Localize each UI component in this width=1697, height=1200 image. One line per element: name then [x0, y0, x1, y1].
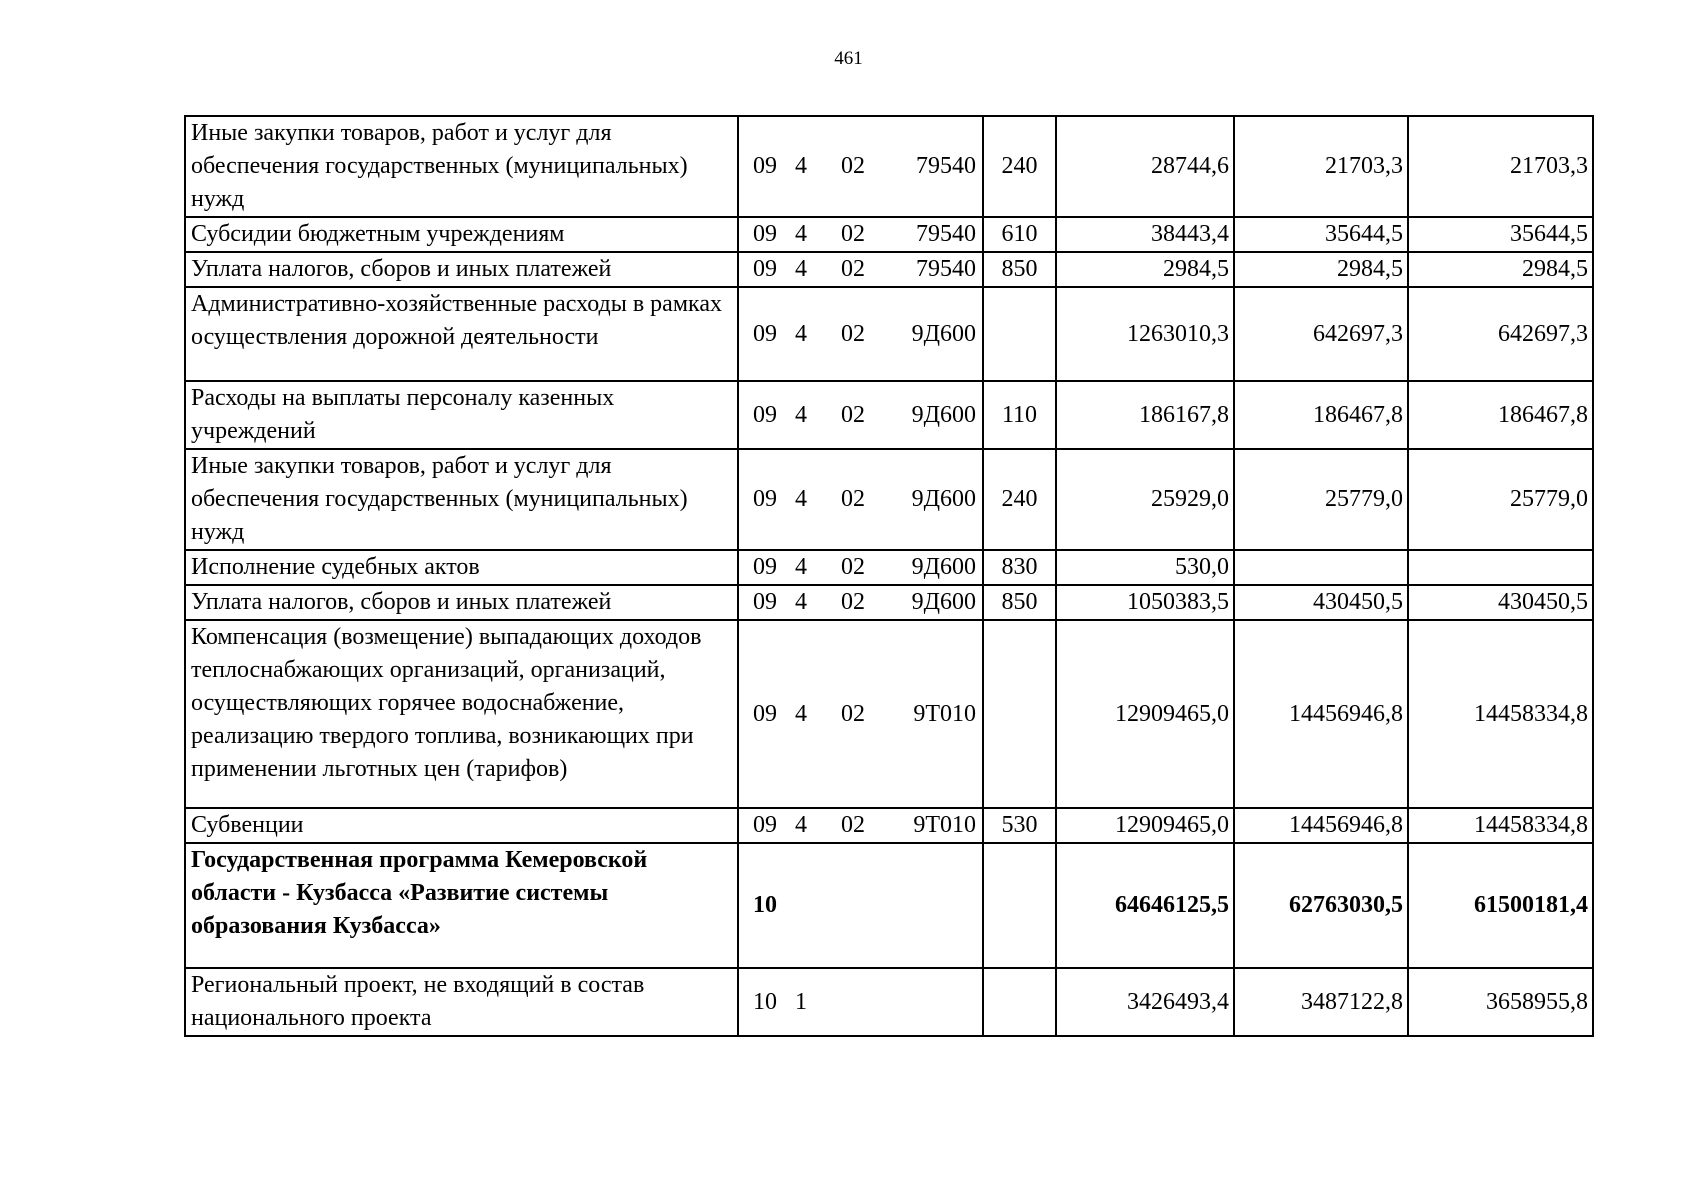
year2-amount-cell: [1234, 381, 1408, 449]
subprogram-code: 4: [795, 554, 807, 580]
year3-amount: 61500181,4: [1474, 892, 1588, 918]
year1-amount-cell: [1056, 620, 1234, 808]
row-name-cell: [185, 381, 738, 449]
year3-amount: 2984,5: [1522, 256, 1588, 282]
year2-amount-cell: [1234, 116, 1408, 217]
direction-code: 9Д600: [911, 554, 976, 580]
year1-amount: 530,0: [1175, 554, 1229, 580]
table-row: [185, 585, 1593, 620]
year1-amount: 186167,8: [1139, 401, 1229, 428]
expense-type-cell: [983, 585, 1056, 620]
year3-amount-cell: [1408, 217, 1593, 252]
expense-type-code: 610: [1001, 221, 1038, 247]
year3-amount-cell: [1408, 585, 1593, 620]
subprogram-code: 4: [795, 221, 807, 247]
program-code: 10: [753, 988, 777, 1015]
program-code: 09: [753, 589, 777, 615]
row-name: Уплата налогов, сборов и иных платежей: [191, 256, 612, 282]
row-name: Субсидии бюджетным учреждениям: [191, 221, 565, 247]
year2-amount: 3487122,8: [1301, 988, 1403, 1015]
codes-cell: [738, 808, 983, 843]
subprogram-code: 4: [795, 320, 807, 347]
expense-type-cell: [983, 808, 1056, 843]
subprogram-code: 4: [795, 401, 807, 428]
year3-amount: 14458334,8: [1474, 700, 1588, 727]
main-event-code: 02: [841, 700, 865, 727]
codes-cell: [738, 116, 983, 217]
subprogram-code: 1: [795, 988, 807, 1015]
row-name-cell: [185, 968, 738, 1036]
main-event-code: 02: [841, 153, 865, 179]
year3-amount: 35644,5: [1510, 221, 1588, 247]
row-name-cell: [185, 843, 738, 968]
table-row: [185, 620, 1593, 808]
program-code: 09: [753, 554, 777, 580]
codes-cell: [738, 968, 983, 1036]
year3-amount: 25779,0: [1510, 486, 1588, 512]
row-name: Субвенции: [191, 812, 304, 838]
year2-amount: 25779,0: [1325, 486, 1403, 512]
year2-amount-cell: [1234, 620, 1408, 808]
row-name: Административно-хозяйственные расходы в рамках осуществления дорожной деятельности: [191, 291, 722, 350]
subprogram-code: 4: [795, 589, 807, 615]
row-name-cell: [185, 585, 738, 620]
year1-amount-cell: [1056, 449, 1234, 550]
subprogram-code: 4: [795, 153, 807, 179]
row-name: Расходы на выплаты персоналу казенных учреждений: [191, 385, 615, 444]
year2-amount: 21703,3: [1325, 153, 1403, 179]
year3-amount: 14458334,8: [1474, 812, 1588, 838]
year3-amount: 430450,5: [1498, 589, 1588, 615]
table-row: [185, 808, 1593, 843]
program-code: 09: [753, 256, 777, 282]
year1-amount: 64646125,5: [1115, 892, 1229, 918]
year3-amount-cell: [1408, 968, 1593, 1036]
year1-amount: 25929,0: [1151, 486, 1229, 512]
year1-amount-cell: [1056, 116, 1234, 217]
year2-amount-cell: [1234, 252, 1408, 287]
year2-amount-cell: [1234, 217, 1408, 252]
main-event-code: 02: [841, 401, 865, 428]
year2-amount-cell: [1234, 287, 1408, 381]
table-row: [185, 843, 1593, 968]
codes-cell: [738, 217, 983, 252]
table-row: [185, 116, 1593, 217]
year3-amount-cell: [1408, 550, 1593, 585]
program-code: 10: [753, 892, 777, 918]
year2-amount-cell: [1234, 843, 1408, 968]
expense-type-cell: [983, 116, 1056, 217]
expense-type-cell: [983, 381, 1056, 449]
expense-type-cell: [983, 252, 1056, 287]
table-row: [185, 968, 1593, 1036]
year1-amount-cell: [1056, 217, 1234, 252]
expense-type-code: 240: [1001, 486, 1038, 512]
year2-amount: 2984,5: [1337, 256, 1403, 282]
year2-amount: 430450,5: [1313, 589, 1403, 615]
year1-amount-cell: [1056, 252, 1234, 287]
row-name: Компенсация (возмещение) выпадающих доходов теплоснабжающих организаций, организаций, осуществляющих горячее водоснабжение, реализацию твердого топлива, возникающих при применении льготных цен (тарифов): [191, 624, 702, 782]
year1-amount: 12909465,0: [1115, 700, 1229, 727]
subprogram-code: 4: [795, 700, 807, 727]
row-name: Исполнение судебных актов: [191, 554, 480, 580]
year3-amount-cell: [1408, 287, 1593, 381]
year3-amount: 3658955,8: [1486, 988, 1588, 1015]
year2-amount-cell: [1234, 550, 1408, 585]
row-name-cell: [185, 217, 738, 252]
year2-amount-cell: [1234, 808, 1408, 843]
program-code: 09: [753, 401, 777, 428]
program-code: 09: [753, 221, 777, 247]
codes-cell: [738, 252, 983, 287]
year2-amount-cell: [1234, 585, 1408, 620]
row-name-cell: [185, 287, 738, 381]
main-event-code: 02: [841, 256, 865, 282]
table-row: [185, 550, 1593, 585]
year2-amount: 62763030,5: [1289, 892, 1403, 918]
codes-cell: [738, 620, 983, 808]
main-event-code: 02: [841, 221, 865, 247]
codes-cell: [738, 381, 983, 449]
row-name-cell: [185, 550, 738, 585]
program-code: 09: [753, 153, 777, 179]
table-row: [185, 217, 1593, 252]
year3-amount: 186467,8: [1498, 401, 1588, 428]
codes-cell: [738, 287, 983, 381]
row-name-cell: [185, 116, 738, 217]
subprogram-code: 4: [795, 812, 807, 838]
codes-cell: [738, 449, 983, 550]
year1-amount: 12909465,0: [1115, 812, 1229, 838]
direction-code: 9Д600: [911, 589, 976, 615]
year1-amount: 1050383,5: [1127, 589, 1229, 615]
year2-amount-cell: [1234, 449, 1408, 550]
year3-amount-cell: [1408, 381, 1593, 449]
year1-amount-cell: [1056, 843, 1234, 968]
direction-code: 9Д600: [911, 320, 976, 347]
main-event-code: 02: [841, 320, 865, 347]
year2-amount: 35644,5: [1325, 221, 1403, 247]
year2-amount-cell: [1234, 968, 1408, 1036]
expense-type-cell: [983, 287, 1056, 381]
main-event-code: 02: [841, 589, 865, 615]
expense-type-cell: [983, 550, 1056, 585]
budget-table: [184, 115, 1594, 1037]
row-name: Государственная программа Кемеровской области - Кузбасса «Развитие системы образования Кузбасса»: [191, 847, 648, 939]
year3-amount-cell: [1408, 808, 1593, 843]
direction-code: 9Д600: [911, 401, 976, 428]
direction-code: 9Т010: [913, 700, 976, 727]
row-name-cell: [185, 808, 738, 843]
year1-amount-cell: [1056, 585, 1234, 620]
subprogram-code: 4: [795, 486, 807, 512]
table-row: [185, 449, 1593, 550]
main-event-code: 02: [841, 812, 865, 838]
year1-amount: 3426493,4: [1127, 988, 1229, 1015]
year2-amount: 14456946,8: [1289, 700, 1403, 727]
direction-code: 79540: [916, 256, 976, 282]
year1-amount: 2984,5: [1163, 256, 1229, 282]
year2-amount: 186467,8: [1313, 401, 1403, 428]
expense-type-code: 850: [1001, 589, 1038, 615]
program-code: 09: [753, 812, 777, 838]
year3-amount-cell: [1408, 843, 1593, 968]
table-row: [185, 381, 1593, 449]
expense-type-cell: [983, 968, 1056, 1036]
year2-amount: 642697,3: [1313, 320, 1403, 347]
program-code: 09: [753, 486, 777, 512]
codes-cell: [738, 550, 983, 585]
row-name: Региональный проект, не входящий в состав национального проекта: [191, 972, 645, 1031]
table-row: [185, 252, 1593, 287]
row-name-cell: [185, 252, 738, 287]
expense-type-cell: [983, 449, 1056, 550]
year3-amount-cell: [1408, 449, 1593, 550]
year3-amount: 642697,3: [1498, 320, 1588, 347]
direction-code: 9Т010: [913, 812, 976, 838]
row-name: Иные закупки товаров, работ и услуг для обеспечения государственных (муниципальных) нужд: [191, 120, 688, 212]
table-row: [185, 287, 1593, 381]
direction-code: 9Д600: [911, 486, 976, 512]
year1-amount: 1263010,3: [1127, 320, 1229, 347]
row-name: Иные закупки товаров, работ и услуг для обеспечения государственных (муниципальных) нужд: [191, 453, 688, 545]
main-event-code: 02: [841, 554, 865, 580]
expense-type-code: 240: [1001, 153, 1038, 179]
year1-amount-cell: [1056, 550, 1234, 585]
subprogram-code: 4: [795, 256, 807, 282]
year1-amount-cell: [1056, 381, 1234, 449]
program-code: 09: [753, 320, 777, 347]
year1-amount-cell: [1056, 968, 1234, 1036]
expense-type-cell: [983, 620, 1056, 808]
expense-type-cell: [983, 843, 1056, 968]
year2-amount: 14456946,8: [1289, 812, 1403, 838]
expense-type-code: 850: [1001, 256, 1038, 282]
year1-amount: 28744,6: [1151, 153, 1229, 179]
year3-amount-cell: [1408, 116, 1593, 217]
row-name-cell: [185, 449, 738, 550]
year1-amount-cell: [1056, 808, 1234, 843]
row-name: Уплата налогов, сборов и иных платежей: [191, 589, 612, 615]
codes-cell: [738, 843, 983, 968]
page-number: 461: [834, 48, 863, 69]
expense-type-cell: [983, 217, 1056, 252]
budget-table-body: [185, 116, 1593, 1036]
direction-code: 79540: [916, 221, 976, 247]
codes-cell: [738, 585, 983, 620]
year3-amount-cell: [1408, 620, 1593, 808]
year3-amount: 21703,3: [1510, 153, 1588, 179]
year1-amount: 38443,4: [1151, 221, 1229, 247]
main-event-code: 02: [841, 486, 865, 512]
expense-type-code: 110: [1001, 401, 1038, 428]
row-name-cell: [185, 620, 738, 808]
year1-amount-cell: [1056, 287, 1234, 381]
program-code: 09: [753, 700, 777, 727]
expense-type-code: 530: [1001, 812, 1038, 838]
expense-type-code: 830: [1001, 554, 1038, 580]
year3-amount-cell: [1408, 252, 1593, 287]
direction-code: 79540: [916, 153, 976, 179]
